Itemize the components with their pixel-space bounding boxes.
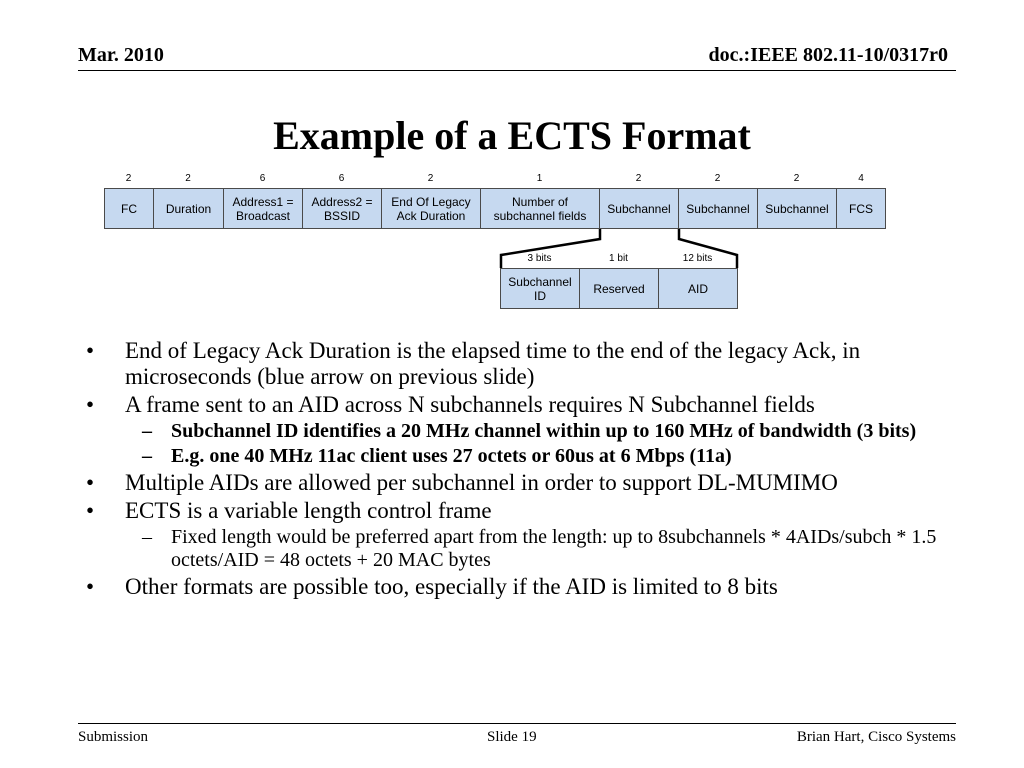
subfield-aid: AID bbox=[658, 268, 738, 309]
bullet-text: A frame sent to an AID across N subchannels requires N Subchannel fields bbox=[125, 392, 815, 417]
bullet-item bbox=[86, 574, 946, 600]
footer-divider bbox=[78, 723, 956, 724]
bullet-item bbox=[86, 392, 946, 418]
ects-frame-diagram bbox=[0, 0, 1024, 330]
header-doc-id: doc.:IEEE 802.11-10/0317r0 bbox=[708, 44, 948, 66]
octet-count-subchannel-3: 2 bbox=[793, 173, 800, 184]
field-address2: Address2 = BSSID bbox=[302, 188, 382, 229]
sub-bullet-marker: – bbox=[142, 420, 152, 442]
bullet-text: End of Legacy Ack Duration is the elapsed time to the end of the legacy Ack, in microseconds (blue arrow on previous slide) bbox=[125, 338, 861, 389]
bullet-marker: • bbox=[86, 470, 95, 495]
bits-reserved: 1 bit bbox=[609, 253, 628, 264]
field-subchannel-3: Subchannel bbox=[757, 188, 837, 229]
field-fcs: FCS bbox=[836, 188, 886, 229]
bullet-text: Other formats are possible too, especially if the AID is limited to 8 bits bbox=[125, 574, 778, 599]
slide-title: Example of a ECTS Format bbox=[273, 113, 751, 158]
field-address1: Address1 = Broadcast bbox=[223, 188, 303, 229]
bullet-text: Multiple AIDs are allowed per subchannel in order to support DL-MUMIMO bbox=[125, 470, 838, 495]
octet-count-end-of-legacy-ack: 2 bbox=[427, 173, 434, 184]
field-subchannel-1: Subchannel bbox=[599, 188, 679, 229]
sub-bullet-text: Subchannel ID identifies a 20 MHz channel within up to 160 MHz of bandwidth (3 bits) bbox=[171, 420, 917, 442]
bullet-item bbox=[86, 470, 946, 496]
footer-submission: Submission bbox=[78, 729, 149, 745]
field-duration: Duration bbox=[153, 188, 224, 229]
sub-bullet-text: Fixed length would be preferred apart from the length: up to 8subchannels * 4AIDs/subch * 1.5 octets/AID = 48 octets + 20 MAC bytes bbox=[171, 526, 937, 571]
header-date: Mar. 2010 bbox=[78, 44, 164, 66]
bullet-item bbox=[86, 338, 946, 390]
octet-count-address2: 6 bbox=[338, 173, 345, 184]
bullet-text: ECTS is a variable length control frame bbox=[125, 498, 492, 523]
bullet-list bbox=[86, 338, 946, 602]
octet-count-fcs: 4 bbox=[858, 173, 864, 184]
bullet-marker: • bbox=[86, 574, 95, 599]
octet-count-address1: 6 bbox=[259, 173, 266, 184]
octet-count-fc: 2 bbox=[125, 173, 132, 184]
field-fc: FC bbox=[104, 188, 154, 229]
field-subchannel-2: Subchannel bbox=[678, 188, 758, 229]
footer-slide-number: Slide 19 bbox=[487, 729, 537, 745]
bullet-marker: • bbox=[86, 498, 95, 523]
subfield-reserved: Reserved bbox=[579, 268, 659, 309]
sub-bullet-marker: – bbox=[142, 526, 152, 548]
octet-count-subchannel-2: 2 bbox=[714, 173, 721, 184]
bullet-marker: • bbox=[86, 392, 95, 417]
bullet-marker: • bbox=[86, 338, 95, 363]
sub-bullet-item bbox=[86, 526, 946, 572]
sub-bullet-text: E.g. one 40 MHz 11ac client uses 27 octets or 60us at 6 Mbps (11a) bbox=[171, 445, 732, 467]
bits-aid: 12 bits bbox=[682, 253, 713, 264]
octet-count-num-subchannels: 1 bbox=[536, 173, 543, 184]
sub-bullet-item bbox=[86, 420, 946, 443]
sub-bullet-item bbox=[86, 445, 946, 468]
bullet-item bbox=[86, 498, 946, 524]
octet-count-subchannel-1: 2 bbox=[635, 173, 642, 184]
sub-bullet-marker: – bbox=[142, 445, 152, 467]
field-number-of-subchannel-fields: Number of subchannel fields bbox=[480, 188, 600, 229]
bits-subchannel-id: 3 bits bbox=[527, 253, 552, 264]
footer-author: Brian Hart, Cisco Systems bbox=[796, 729, 956, 745]
octet-count-duration: 2 bbox=[185, 173, 191, 184]
subfield-subchannel-id: Subchannel ID bbox=[500, 268, 580, 309]
field-end-of-legacy-ack-duration: End Of Legacy Ack Duration bbox=[381, 188, 481, 229]
